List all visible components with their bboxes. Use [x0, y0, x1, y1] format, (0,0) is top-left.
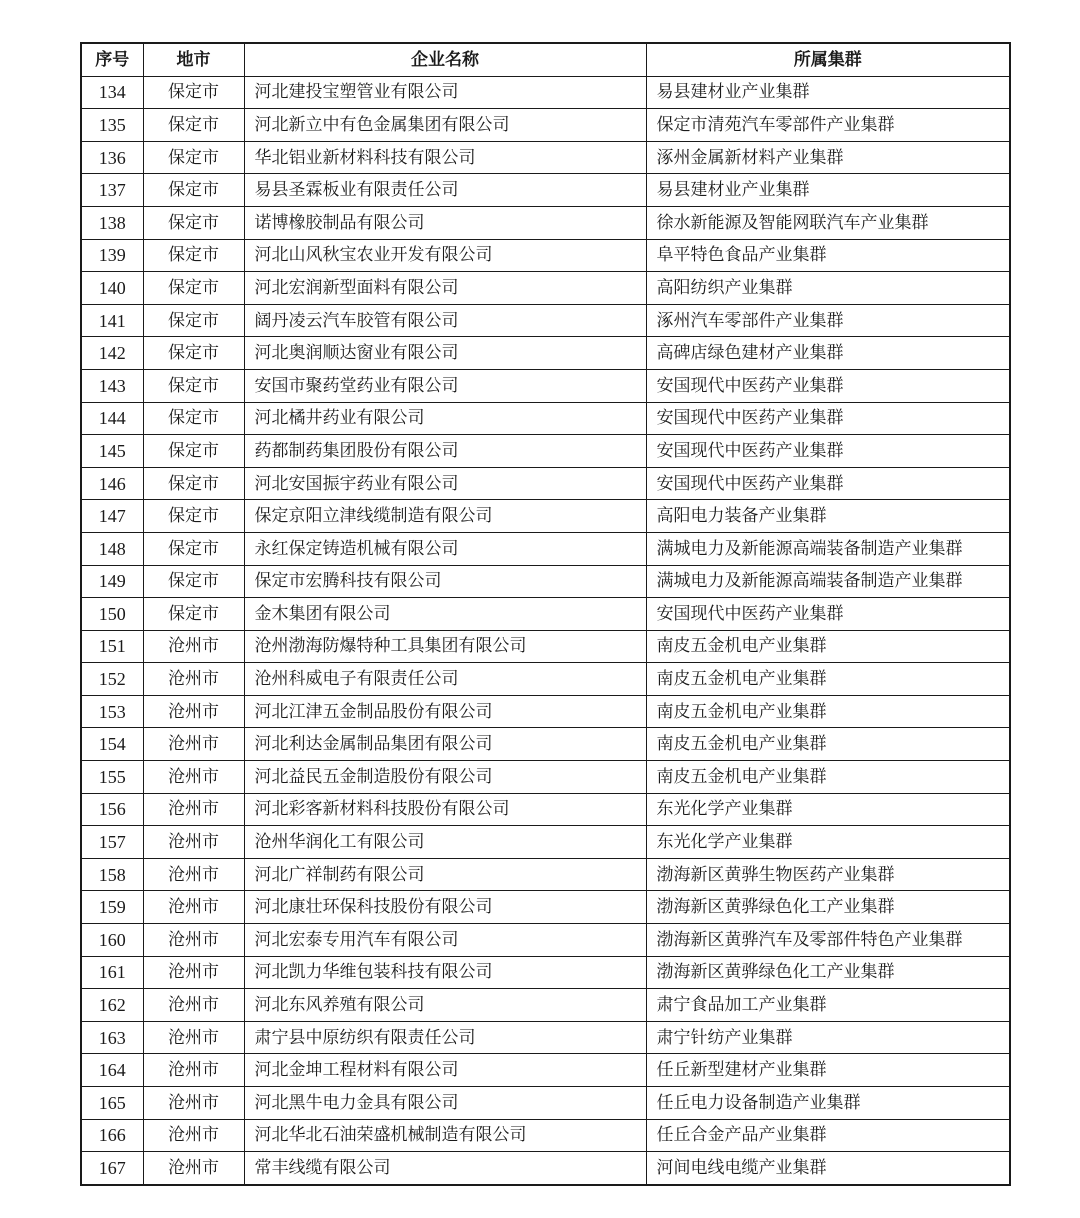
cluster-cell: 河间电线电缆产业集群: [646, 1152, 1010, 1185]
company-name-cell: 河北益民五金制造股份有限公司: [244, 761, 646, 794]
cluster-cell: 南皮五金机电产业集群: [646, 761, 1010, 794]
serial-number-cell: 145: [81, 435, 143, 468]
table-row: [81, 826, 1010, 859]
enterprise-table-page: [80, 42, 1009, 1186]
table-row: [81, 1087, 1010, 1120]
cluster-cell: 易县建材业产业集群: [646, 76, 1010, 109]
cluster-cell: 安国现代中医药产业集群: [646, 598, 1010, 631]
cluster-cell: 安国现代中医药产业集群: [646, 369, 1010, 402]
serial-number-cell: 149: [81, 565, 143, 598]
table-row: [81, 369, 1010, 402]
city-cell: 保定市: [143, 337, 244, 370]
company-name-cell: 肃宁县中原纺织有限责任公司: [244, 1021, 646, 1054]
city-cell: 沧州市: [143, 630, 244, 663]
cluster-cell: 安国现代中医药产业集群: [646, 402, 1010, 435]
company-name-cell: 常丰线缆有限公司: [244, 1152, 646, 1185]
cluster-cell: 南皮五金机电产业集群: [646, 663, 1010, 696]
company-name-cell: 诺博橡胶制品有限公司: [244, 206, 646, 239]
table-row: [81, 989, 1010, 1022]
table-row: [81, 956, 1010, 989]
cluster-cell: 满城电力及新能源高端装备制造产业集群: [646, 532, 1010, 565]
company-name-cell: 河北宏润新型面料有限公司: [244, 272, 646, 305]
city-cell: 沧州市: [143, 1152, 244, 1185]
company-name-cell: 保定市宏腾科技有限公司: [244, 565, 646, 598]
serial-number-cell: 148: [81, 532, 143, 565]
company-name-cell: 阔丹凌云汽车胶管有限公司: [244, 304, 646, 337]
serial-number-cell: 136: [81, 141, 143, 174]
company-name-cell: 易县圣霖板业有限责任公司: [244, 174, 646, 207]
serial-number-cell: 151: [81, 630, 143, 663]
serial-number-cell: 137: [81, 174, 143, 207]
cluster-cell: 东光化学产业集群: [646, 826, 1010, 859]
city-cell: 沧州市: [143, 761, 244, 794]
company-name-cell: 河北安国振宇药业有限公司: [244, 467, 646, 500]
company-name-cell: 药都制药集团股份有限公司: [244, 435, 646, 468]
company-name-cell: 河北江津五金制品股份有限公司: [244, 695, 646, 728]
serial-number-cell: 141: [81, 304, 143, 337]
table-row: [81, 1119, 1010, 1152]
cluster-cell: 安国现代中医药产业集群: [646, 467, 1010, 500]
serial-number-cell: 161: [81, 956, 143, 989]
table-row: [81, 206, 1010, 239]
city-cell: 保定市: [143, 304, 244, 337]
cluster-cell: 东光化学产业集群: [646, 793, 1010, 826]
city-cell: 保定市: [143, 598, 244, 631]
serial-number-cell: 154: [81, 728, 143, 761]
company-name-cell: 河北新立中有色金属集团有限公司: [244, 109, 646, 142]
table-row: [81, 630, 1010, 663]
city-cell: 沧州市: [143, 1087, 244, 1120]
serial-number-cell: 163: [81, 1021, 143, 1054]
table-row: [81, 1021, 1010, 1054]
company-name-cell: 安国市聚药堂药业有限公司: [244, 369, 646, 402]
city-cell: 保定市: [143, 565, 244, 598]
cluster-cell: 阜平特色食品产业集群: [646, 239, 1010, 272]
cluster-cell: 满城电力及新能源高端装备制造产业集群: [646, 565, 1010, 598]
company-name-cell: 河北黑牛电力金具有限公司: [244, 1087, 646, 1120]
serial-number-cell: 140: [81, 272, 143, 305]
cluster-cell: 渤海新区黄骅绿色化工产业集群: [646, 891, 1010, 924]
serial-number-cell: 157: [81, 826, 143, 859]
company-name-cell: 河北康壮环保科技股份有限公司: [244, 891, 646, 924]
cluster-cell: 渤海新区黄骅汽车及零部件特色产业集群: [646, 924, 1010, 957]
cluster-cell: 高碑店绿色建材产业集群: [646, 337, 1010, 370]
city-cell: 保定市: [143, 272, 244, 305]
city-cell: 沧州市: [143, 663, 244, 696]
city-cell: 保定市: [143, 500, 244, 533]
company-name-cell: 河北山风秋宝农业开发有限公司: [244, 239, 646, 272]
table-row: [81, 402, 1010, 435]
cluster-cell: 肃宁针纺产业集群: [646, 1021, 1010, 1054]
serial-number-cell: 167: [81, 1152, 143, 1185]
city-cell: 沧州市: [143, 1054, 244, 1087]
table-row: [81, 728, 1010, 761]
cluster-cell: 任丘电力设备制造产业集群: [646, 1087, 1010, 1120]
city-cell: 保定市: [143, 532, 244, 565]
company-name-cell: 河北橘井药业有限公司: [244, 402, 646, 435]
serial-number-cell: 135: [81, 109, 143, 142]
table-row: [81, 272, 1010, 305]
company-name-cell: 河北华北石油荣盛机械制造有限公司: [244, 1119, 646, 1152]
table-row: [81, 304, 1010, 337]
city-cell: 沧州市: [143, 956, 244, 989]
cluster-cell: 渤海新区黄骅绿色化工产业集群: [646, 956, 1010, 989]
table-row: [81, 695, 1010, 728]
cluster-cell: 涿州金属新材料产业集群: [646, 141, 1010, 174]
city-cell: 沧州市: [143, 924, 244, 957]
table-row: [81, 141, 1010, 174]
company-name-cell: 保定京阳立津线缆制造有限公司: [244, 500, 646, 533]
company-name-cell: 华北铝业新材料科技有限公司: [244, 141, 646, 174]
city-cell: 保定市: [143, 369, 244, 402]
city-cell: 保定市: [143, 76, 244, 109]
table-row: [81, 500, 1010, 533]
serial-number-cell: 134: [81, 76, 143, 109]
table-row: [81, 891, 1010, 924]
cluster-cell: 南皮五金机电产业集群: [646, 728, 1010, 761]
company-name-cell: 河北奥润顺达窗业有限公司: [244, 337, 646, 370]
company-name-cell: 金木集团有限公司: [244, 598, 646, 631]
table-row: [81, 174, 1010, 207]
city-cell: 沧州市: [143, 858, 244, 891]
table-row: [81, 1054, 1010, 1087]
city-cell: 保定市: [143, 109, 244, 142]
cluster-cell: 易县建材业产业集群: [646, 174, 1010, 207]
company-name-cell: 沧州渤海防爆特种工具集团有限公司: [244, 630, 646, 663]
company-name-cell: 河北建投宝塑管业有限公司: [244, 76, 646, 109]
serial-number-cell: 155: [81, 761, 143, 794]
city-cell: 保定市: [143, 174, 244, 207]
serial-number-cell: 164: [81, 1054, 143, 1087]
cluster-cell: 任丘新型建材产业集群: [646, 1054, 1010, 1087]
table-row: [81, 109, 1010, 142]
serial-number-cell: 153: [81, 695, 143, 728]
company-name-cell: 河北彩客新材料科技股份有限公司: [244, 793, 646, 826]
serial-number-cell: 139: [81, 239, 143, 272]
serial-number-cell: 158: [81, 858, 143, 891]
serial-number-cell: 147: [81, 500, 143, 533]
serial-number-cell: 156: [81, 793, 143, 826]
serial-number-cell: 160: [81, 924, 143, 957]
cluster-cell: 高阳纺织产业集群: [646, 272, 1010, 305]
table-row: [81, 337, 1010, 370]
company-name-cell: 河北东风养殖有限公司: [244, 989, 646, 1022]
serial-number-cell: 166: [81, 1119, 143, 1152]
table-row: [81, 858, 1010, 891]
company-name-cell: 沧州华润化工有限公司: [244, 826, 646, 859]
serial-number-cell: 162: [81, 989, 143, 1022]
city-cell: 沧州市: [143, 1119, 244, 1152]
city-cell: 沧州市: [143, 1021, 244, 1054]
cluster-cell: 保定市清苑汽车零部件产业集群: [646, 109, 1010, 142]
serial-number-cell: 159: [81, 891, 143, 924]
city-cell: 沧州市: [143, 891, 244, 924]
city-cell: 沧州市: [143, 826, 244, 859]
company-name-cell: 永红保定铸造机械有限公司: [244, 532, 646, 565]
city-cell: 保定市: [143, 239, 244, 272]
serial-number-cell: 152: [81, 663, 143, 696]
table-header-row: [81, 43, 1010, 76]
table-row: [81, 239, 1010, 272]
company-name-cell: 沧州科威电子有限责任公司: [244, 663, 646, 696]
city-cell: 沧州市: [143, 989, 244, 1022]
table-row: [81, 1152, 1010, 1185]
table-row: [81, 924, 1010, 957]
serial-number-cell: 138: [81, 206, 143, 239]
serial-number-cell: 143: [81, 369, 143, 402]
table-row: [81, 467, 1010, 500]
table-row: [81, 793, 1010, 826]
serial-number-cell: 150: [81, 598, 143, 631]
city-cell: 沧州市: [143, 695, 244, 728]
cluster-cell: 徐水新能源及智能网联汽车产业集群: [646, 206, 1010, 239]
company-name-cell: 河北宏泰专用汽车有限公司: [244, 924, 646, 957]
company-name-cell: 河北广祥制药有限公司: [244, 858, 646, 891]
header-serial-number: 序号: [81, 43, 143, 76]
cluster-cell: 任丘合金产品产业集群: [646, 1119, 1010, 1152]
cluster-cell: 肃宁食品加工产业集群: [646, 989, 1010, 1022]
table-row: [81, 76, 1010, 109]
table-row: [81, 598, 1010, 631]
serial-number-cell: 146: [81, 467, 143, 500]
table-row: [81, 761, 1010, 794]
city-cell: 保定市: [143, 435, 244, 468]
serial-number-cell: 165: [81, 1087, 143, 1120]
city-cell: 保定市: [143, 402, 244, 435]
header-cluster: 所属集群: [646, 43, 1010, 76]
table-row: [81, 435, 1010, 468]
city-cell: 沧州市: [143, 793, 244, 826]
cluster-cell: 高阳电力装备产业集群: [646, 500, 1010, 533]
header-company-name: 企业名称: [244, 43, 646, 76]
table-row: [81, 532, 1010, 565]
cluster-cell: 安国现代中医药产业集群: [646, 435, 1010, 468]
header-city: 地市: [143, 43, 244, 76]
serial-number-cell: 144: [81, 402, 143, 435]
company-name-cell: 河北凯力华维包装科技有限公司: [244, 956, 646, 989]
serial-number-cell: 142: [81, 337, 143, 370]
enterprise-table: [80, 42, 1011, 1186]
city-cell: 保定市: [143, 141, 244, 174]
cluster-cell: 渤海新区黄骅生物医药产业集群: [646, 858, 1010, 891]
table-row: [81, 663, 1010, 696]
company-name-cell: 河北金坤工程材料有限公司: [244, 1054, 646, 1087]
cluster-cell: 南皮五金机电产业集群: [646, 695, 1010, 728]
table-row: [81, 565, 1010, 598]
city-cell: 保定市: [143, 206, 244, 239]
company-name-cell: 河北利达金属制品集团有限公司: [244, 728, 646, 761]
city-cell: 沧州市: [143, 728, 244, 761]
cluster-cell: 南皮五金机电产业集群: [646, 630, 1010, 663]
city-cell: 保定市: [143, 467, 244, 500]
cluster-cell: 涿州汽车零部件产业集群: [646, 304, 1010, 337]
